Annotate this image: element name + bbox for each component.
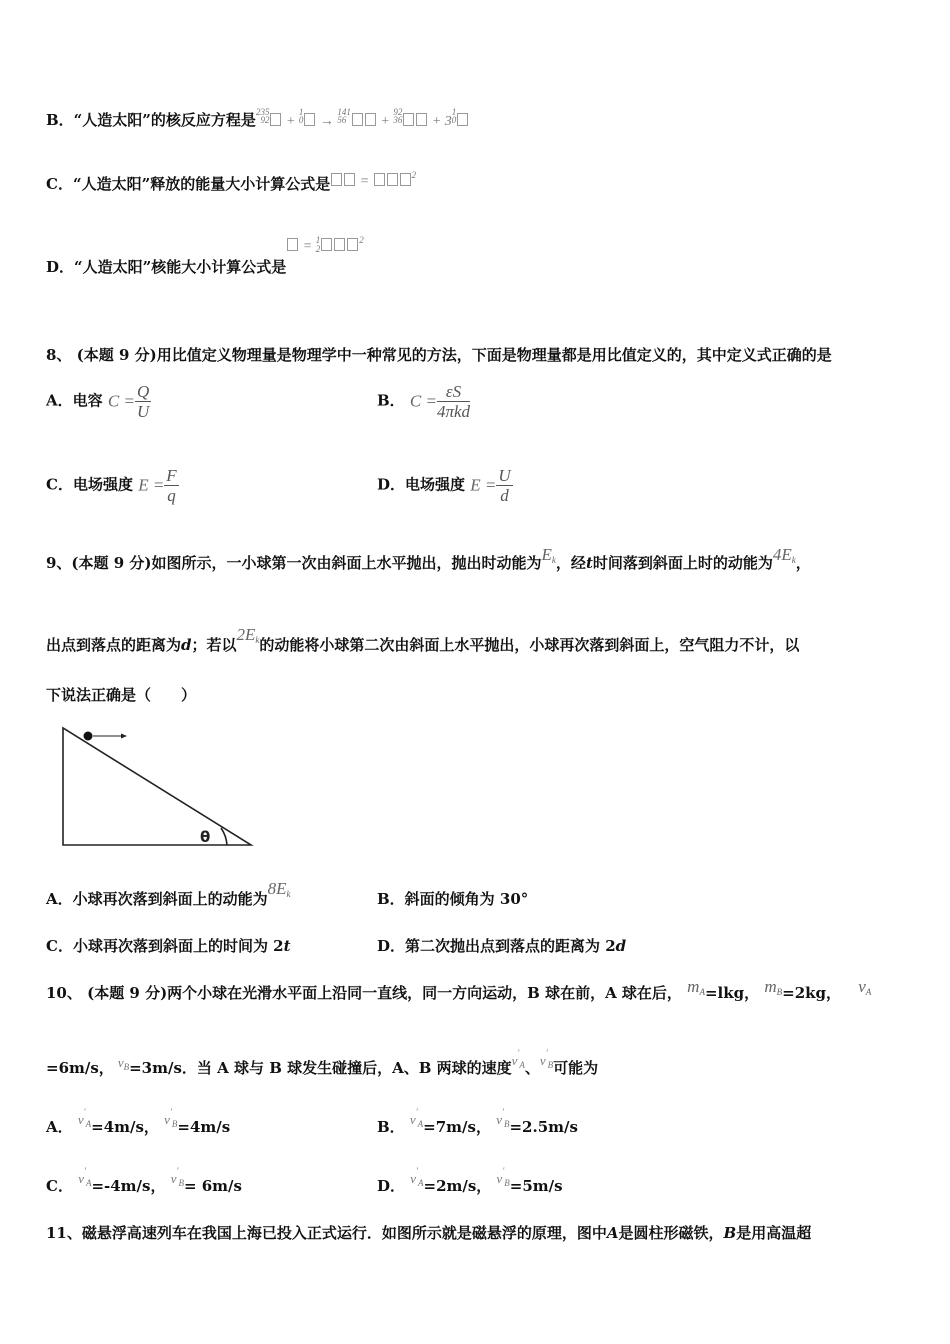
q8-option-c[interactable] — [46, 466, 179, 505]
q8-d-fraction: $\frac{U}{d}$ — [498, 466, 511, 505]
q8-option-d-label: D．电场强度 — [377, 475, 466, 494]
q8-a-fraction: $\frac{Q}{U}$ — [136, 382, 150, 421]
q10-option-d[interactable]: D． $v'_A=2m/s$， $v'_B=5m/s$ — [377, 1166, 563, 1195]
q8-stem: 8、 (本题 9 分)用比值定义物理量是物理学中一种常见的方法，下面是物理量都是用比值定义的，其中定义式正确的是 — [46, 346, 832, 364]
angle-label: θ — [200, 828, 211, 846]
q9-option-d[interactable]: D．第二次抛出点到落点的距离为 2d — [377, 937, 627, 955]
angle-arc — [221, 828, 227, 845]
q9-option-a[interactable]: A．小球再次落到斜面上的动能为$8E_k$ — [46, 879, 291, 908]
velocity-b-symbol: $v_B$ — [117, 1055, 130, 1072]
q9-stem-line-1: 9、(本题 9 分)如图所示，一小球第一次由斜面上水平抛出，抛出时动能为$E_k$，经t时间落到斜面上时的动能为$4E_k$， — [46, 545, 811, 572]
q8-a-lhs: C = — [107, 391, 135, 411]
velocity-b-prime-symbol: $v'_B$ — [539, 1048, 554, 1070]
vb-prime-icon: $v'_B$ — [496, 1166, 510, 1188]
mass-a-symbol: $m_A$ — [687, 977, 705, 997]
q8-c-fraction: $\frac{F}{q}$ — [166, 466, 177, 505]
q11-stem-line-1: 11、磁悬浮高速列车在我国上海已投入正式运行．如图所示就是磁悬浮的原理，图中A是圆柱形磁铁，B是用高温超 — [46, 1224, 812, 1242]
nuclear-energy-formula: = 1 $2^2$ — [286, 239, 363, 254]
nuclear-equation: 235 92 + 1 0 → 141 56 + 92 36 + 31 0 — [256, 114, 469, 129]
q9-option-b[interactable]: B．斜面的倾角为 30° — [377, 890, 529, 908]
q10-option-a[interactable]: A． $v'_A=4m/s$， $v'_B=4m/s$ — [46, 1107, 231, 1136]
q8-b-lhs: C = — [409, 391, 437, 411]
q8-c-lhs: E = — [138, 475, 165, 495]
ek2-symbol: $2E_k$ — [236, 625, 260, 645]
q10-option-c[interactable]: C． $v'_A=-4m/s$， $v'_B= 6m/s$ — [46, 1166, 242, 1195]
q10-option-b[interactable]: B． $v'_A=7m/s$， $v'_B=2.5m/s$ — [377, 1107, 578, 1136]
q8-b-fraction: $\frac{\varepsilon S}{\text{4πkd}}$ — [436, 382, 471, 421]
q7-option-d[interactable] — [46, 235, 364, 277]
q9-stem-line-2: 出点到落点的距离为d；若以$2E_k$的动能将小球第二次由斜面上水平抛出，小球再次落到斜面上，空气阻力不计，以 — [46, 625, 800, 654]
q9-stem-line-3: 下说法正确是（ ） — [46, 686, 197, 704]
velocity-a-symbol: $v_A$ — [858, 977, 872, 997]
incline-triangle — [63, 728, 251, 845]
q8-option-b-label: B． — [377, 391, 405, 410]
q8-option-a-label: A．电容 — [46, 391, 103, 410]
vb-prime-icon: $v'_B$ — [496, 1107, 510, 1129]
q7-option-b-label: B．“人造太阳”的核反应方程是 — [46, 111, 256, 129]
vb-prime-icon: $v'_B$ — [164, 1107, 178, 1129]
q7-option-c[interactable] — [46, 170, 416, 194]
q8-option-c-label: C．电场强度 — [46, 475, 133, 494]
va-prime-icon: $v'_A$ — [77, 1107, 92, 1129]
mass-b-symbol: $m_B$ — [764, 977, 783, 997]
ek8-symbol: $8E_k$ — [267, 879, 291, 899]
q8-option-a[interactable] — [46, 382, 151, 421]
va-prime-icon: $v'_A$ — [78, 1166, 92, 1188]
energy-formula: = $^2$ — [330, 174, 416, 189]
q8-option-b[interactable] — [377, 382, 470, 421]
q8-option-d[interactable] — [377, 466, 513, 505]
q7-option-b[interactable] — [46, 108, 469, 130]
va-prime-icon: $v'_A$ — [410, 1166, 424, 1188]
q10-stem-line-2: =6m/s， $v_B=3m/s$．当 A 球与 B 球发生碰撞后，A、B 两球的速度$v'_A$、$v'_B$可能为 — [46, 1048, 599, 1077]
velocity-a-prime-symbol: $v'_A$ — [511, 1048, 525, 1070]
q7-option-d-label: D．“人造太阳”核能大小计算公式是 — [46, 258, 287, 276]
ball-icon — [84, 732, 93, 741]
q7-option-c-label: C．“人造太阳”释放的能量大小计算公式是 — [46, 175, 331, 193]
vb-prime-icon: $v'_B$ — [170, 1166, 184, 1188]
ek4-symbol: $4E_k$ — [772, 545, 796, 565]
ek-symbol: $E_k$ — [541, 545, 556, 565]
q9-option-c[interactable]: C．小球再次落到斜面上的时间为 2t — [46, 937, 291, 955]
va-prime-icon: $v'_A$ — [409, 1107, 424, 1129]
incline-figure — [55, 722, 260, 852]
q8-d-lhs: E = — [470, 475, 497, 495]
q10-stem-line-1: 10、 (本题 9 分)两个小球在光滑水平面上沿同一直线，同一方向运动，B 球在前，A 球在后， $m_A=lkg$， $m_B=2kg$， $v_A$ — [46, 977, 872, 1002]
